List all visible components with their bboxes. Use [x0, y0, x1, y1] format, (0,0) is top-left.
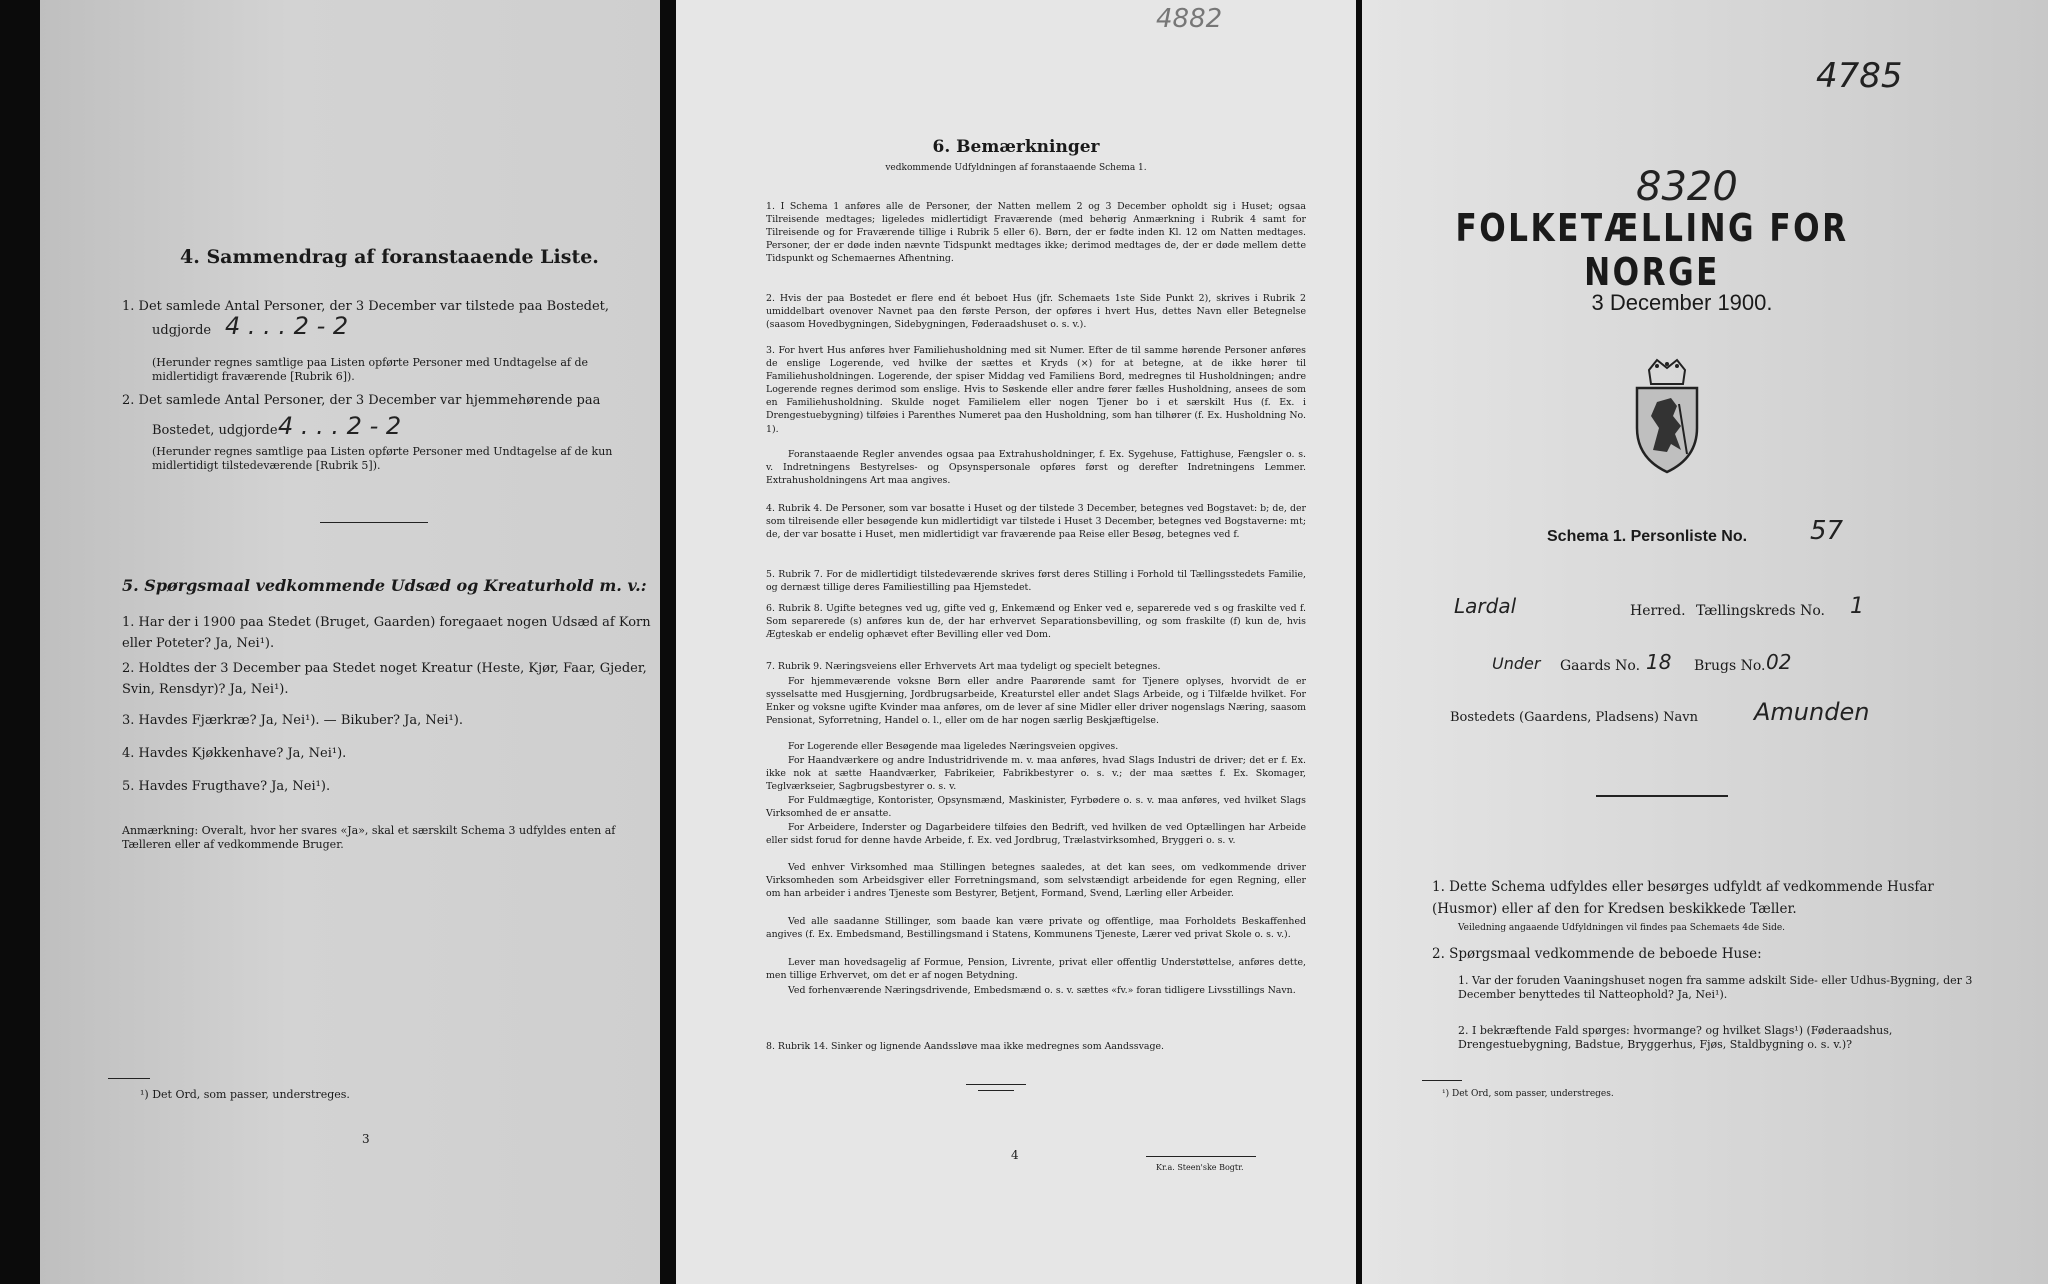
- instruction-1: 1. Dette Schema udfyldes eller besørges udfyldt af vedkommende Husfar (Husmor) eller af den for Kredsen beskikkede Tæller.: [1432, 879, 1934, 917]
- section4-item2-bostedet: Bostedet, udgjorde: [152, 423, 278, 438]
- footnote-rule: [108, 1078, 150, 1079]
- instruction-2-2: 2. I bekræftende Fald spørges: hvormange? og hvilket Slags¹) (Føderaadshus, Drengestuebygning, Badstue, Bryggerhus, Fjøs, Staldbygning o. s. v.)?: [1458, 1024, 1893, 1051]
- section4-item1: 1. Det samlede Antal Personer, der 3 December var tilstede paa Bostedet,: [122, 299, 610, 314]
- footnote: ¹) Det Ord, som passer, understreges.: [140, 1088, 350, 1101]
- remark-8: 8. Rubrik 14. Sinker og lignende Aandssløve maa ikke medregnes som Aandssvage.: [766, 1041, 1165, 1052]
- remark-7c: For Haandværkere og andre Industridrivende m. v. maa anføres, hvad Slags Industri de driver; det er f. Ex. ikke nok at sætte Haandværker, Fabrikeier, Fabrikbestyrer o. s. v.; der maa sættes f. Ex. Skomager, Teglværkseier, Sagbrugsbestyrer o. s. v.: [766, 755, 1306, 793]
- remark-7: 7. Rubrik 9. Næringsveiens eller Erhvervets Art maa tydeligt og specielt betegnes.: [766, 661, 1161, 672]
- section4-title: 4. Sammendrag af foranstaaende Liste.: [180, 246, 599, 268]
- section4-item2: 2. Det samlede Antal Personer, der 3 December var hjemmehørende paa: [122, 393, 601, 408]
- remark-7g: Ved alle saadanne Stillinger, som baade kan være private og offentlige, maa Forholdets Beskaffenhed angives (f. Ex. Embedsmand, Bestillingsmand i Statens, Kommunens Tjeneste, Lærer ved privat Skole o. s. v.).: [766, 916, 1306, 941]
- page-right: [1362, 0, 2048, 1284]
- pencil-number: 4882: [1156, 4, 1223, 34]
- kreds-label: Tællingskreds No.: [1696, 603, 1825, 619]
- page-left: [40, 0, 660, 1284]
- printer-rule: [1146, 1156, 1256, 1157]
- instruction-1-note: Veiledning angaaende Udfyldningen vil findes paa Schemaets 4de Side.: [1458, 923, 1786, 933]
- remark-7e: For Arbeidere, Inderster og Dagarbeidere tilføies den Bedrift, ved hvilken de ved Optællingen har Arbeide eller sidst forud for denne havde Arbeide, f. Ex. ved Jordbrug, Trælastvirksomhed, Bryggeri o. s. v.: [766, 822, 1306, 847]
- corner-number: 4785: [1816, 56, 1903, 96]
- bosted-label: Bostedets (Gaardens, Pladsens) Navn: [1450, 710, 1698, 725]
- divider: [320, 522, 428, 523]
- page-number: 4: [1011, 1148, 1019, 1162]
- instruction-2: 2. Spørgsmaal vedkommende de beboede Huse:: [1432, 946, 1762, 962]
- herred-hand: Lardal: [1454, 594, 1517, 618]
- remark-7b: For Logerende eller Besøgende maa ligeledes Næringsveien opgives.: [788, 741, 1119, 752]
- hand-number: 8320: [1636, 164, 1738, 210]
- section4-item1-note: (Herunder regnes samtlige paa Listen opførte Personer med Undtagelse af de midlertidigt fraværende [Rubrik 6]).: [152, 356, 589, 383]
- page-middle: [676, 0, 1356, 1284]
- page-number: 3: [362, 1132, 370, 1146]
- printer-credit: Kr.a. Steen'ske Bogtr.: [1156, 1163, 1244, 1172]
- remark-6: 6. Rubrik 8. Ugifte betegnes ved ug, gifte ved g, Enkemænd og Enker ved e, separerede ved s og fraskilte ved f. Som separerede (s) anføres kun de, der har erhvervet Separationsbevilling, og som fraskilte (f) kun de, hvis Ægteskab er endelig ophævet efter Bevilling eller ved Dom.: [766, 603, 1306, 641]
- divider-short: [978, 1090, 1014, 1091]
- bosted-hand: Amunden: [1754, 698, 1870, 726]
- gaards-label: Gaards No.: [1560, 658, 1641, 674]
- remark-7i: Ved forhenværende Næringsdrivende, Embedsmænd o. s. v. sættes «fv.» foran tidligere Livsstillings Navn.: [788, 985, 1296, 996]
- gaards-hand: Under: [1492, 654, 1541, 673]
- section5-q1: 1. Har der i 1900 paa Stedet (Bruget, Gaarden) foregaaet nogen Udsæd af Korn eller Poteter? Ja, Nei¹).: [122, 615, 651, 651]
- main-title: FOLKETÆLLING FOR NORGE: [1455, 206, 1849, 294]
- section4-item2-note: (Herunder regnes samtlige paa Listen opførte Personer med Undtagelse af de kun midlertidigt tilstedeværende [Rubrik 5]).: [152, 445, 613, 472]
- kreds-number: 1: [1850, 594, 1864, 619]
- remark-7a: For hjemmeværende voksne Børn eller andre Paarørende samt for Tjenere oplyses, hvorvidt de er sysselsatte med Husgjerning, Jordbrugsarbeide, Kreaturstel eller andet Slags Arbeide, og i Tilfælde hvilket. For Enker og voksne ugifte Kvinder maa anføres, om de lever af sine Midler eller driver nogenslags Næring, saasom Pensionat, Syforretning, Handel o. l., eller om de har nogen særlig Beskjæftigelse.: [766, 676, 1306, 727]
- section4-item2-hand: 4 . . . 2 - 2: [278, 412, 402, 440]
- footnote-rule: [1422, 1080, 1462, 1081]
- remark-7d: For Fuldmægtige, Kontorister, Opsynsmænd, Maskinister, Fyrbødere o. s. v. maa anføres, ved hvilket Slags Virksomhed de er ansatte.: [766, 795, 1306, 820]
- remark-1: 1. I Schema 1 anføres alle de Personer, der Natten mellem 2 og 3 December opholdt sig i Huset; ogsaa Tilreisende medtages; ligeledes midlertidigt Fraværende (med behørig Anmærkning i Rubrik 4 samt for Tilreisende og for Fraværende tillige i Rubrik 5 eller 6). Børn, der er fødte inden Kl. 12 om Natten medtages. Personer, der er døde inden nævnte Tidspunkt medtages ikke; derimod medtages de, der er døde mellem dette Tidspunkt og Schemaernes Afhentning.: [766, 201, 1306, 265]
- schema-number: 57: [1810, 516, 1844, 546]
- divider: [1596, 795, 1728, 797]
- remark-3: 3. For hvert Hus anføres hver Familiehusholdning med sit Numer. Efter de til samme hørende Personer anføres de enslige Logerende, ved hvilke der sættes et Kryds (×) for at betegne, at de ikke hører til Familiehusholdningen. Logerende, der spiser Middag ved Familiens Bord, medregnes til Husholdningen; andre Logerende regnes derimod som enslige. Hvis to Søskende eller andre fører fælles Husholdning, ansees de som en Familiehusholdning. Skulde noget Familielem eller nogen Tjener bo i et særskilt Hus (f. Ex. i Drengestuebygning) tilføies i Parenthes Numeret paa den Husholdning, som han tilhører (f. Ex. Husholdning No. 1).: [766, 345, 1306, 435]
- herred-label: Herred.: [1630, 603, 1686, 619]
- date: 3 December 1900.: [1591, 290, 1773, 315]
- instruction-2-1: 1. Var der foruden Vaaningshuset nogen fra samme adskilt Side- eller Udhus-Bygning, der 3 December benyttedes til Natteophold? Ja, Nei¹).: [1458, 974, 1973, 1001]
- remark-5: 5. Rubrik 7. For de midlertidigt tilstedeværende skrives først deres Stilling i Forhold til Tællingsstedets Familie, og dernæst tillige deres Familiestilling paa Hjemstedet.: [766, 569, 1306, 594]
- section5-title: 5. Spørgsmaal vedkommende Udsæd og Kreaturhold m. v.:: [122, 576, 647, 595]
- footnote: ¹) Det Ord, som passer, understreges.: [1442, 1089, 1614, 1099]
- section5-q5: 5. Havdes Frugthave? Ja, Nei¹).: [122, 779, 331, 794]
- remarks-subtitle: vedkommende Udfyldningen af foranstaaende Schema 1.: [885, 163, 1147, 173]
- section5-q4: 4. Havdes Kjøkkenhave? Ja, Nei¹).: [122, 746, 347, 761]
- section5-q3: 3. Havdes Fjærkræ? Ja, Nei¹). — Bikuber? Ja, Nei¹).: [122, 713, 463, 728]
- coat-of-arms-icon: [1627, 358, 1707, 476]
- section4-item1-hand: 4 . . . 2 - 2: [225, 312, 349, 340]
- section4-item1-udgjorde: udgjorde: [152, 323, 212, 338]
- remark-3b: Foranstaaende Regler anvendes ogsaa paa Extrahusholdninger, f. Ex. Sygehuse, Fattighuse, Fængsler o. s. v. Indretningens Bestyrelses- og Opsynspersonale opføres først og derefter Indretningens Lemmer. Extrahusholdningens Art maa angives.: [766, 449, 1306, 487]
- divider: [966, 1084, 1026, 1085]
- section5-q2: 2. Holdtes der 3 December paa Stedet noget Kreatur (Heste, Kjør, Faar, Gjeder, Svin, Rensdyr)? Ja, Nei¹).: [122, 661, 647, 697]
- remarks-title: 6. Bemærkninger: [932, 137, 1100, 157]
- remark-4: 4. Rubrik 4. De Personer, som var bosatte i Huset og der tilstede 3 December, betegnes ved Bogstavet: b; de, der som tilreisende eller besøgende kun midlertidigt var tilstede i Huset 3 December, betegnes ved Bogstaverne: mt; de, der var bosatte i Huset, men midlertidigt var fraværende paa Reise eller Besøg, betegnes ved f.: [766, 503, 1306, 541]
- remark-7h: Lever man hovedsagelig af Formue, Pension, Livrente, privat eller offentlig Understøttelse, anføres dette, men tillige Erhvervet, om det er af nogen Betydning.: [766, 957, 1306, 982]
- section5-anmaerkning: Anmærkning: Overalt, hvor her svares «Ja», skal et særskilt Schema 3 udfyldes enten af Tælleren eller af vedkommende Bruger.: [122, 824, 616, 851]
- gaards-number: 18: [1646, 650, 1672, 674]
- brugs-label: Brugs No.: [1694, 658, 1766, 674]
- brugs-number: 02: [1766, 650, 1792, 674]
- remark-7f: Ved enhver Virksomhed maa Stillingen betegnes saaledes, at det kan sees, om vedkommende driver Virksomheden som Arbeidsgiver eller Forretningsmand, som selvstændigt arbeidende for egen Regning, eller om han arbeider i andres Tjeneste som Bestyrer, Betjent, Formand, Svend, Lærling eller Arbeider.: [766, 862, 1306, 900]
- remark-2: 2. Hvis der paa Bostedet er flere end ét beboet Hus (jfr. Schemaets 1ste Side Punkt 2), skrives i Rubrik 2 umiddelbart ovenover Navnet paa den første Person, der opføres i hvert Hus, dettes Navn eller Betegnelse (saasom Hovedbygningen, Sidebygningen, Føderaadshuset o. s. v.).: [766, 293, 1306, 331]
- schema-label: Schema 1. Personliste No.: [1547, 528, 1748, 545]
